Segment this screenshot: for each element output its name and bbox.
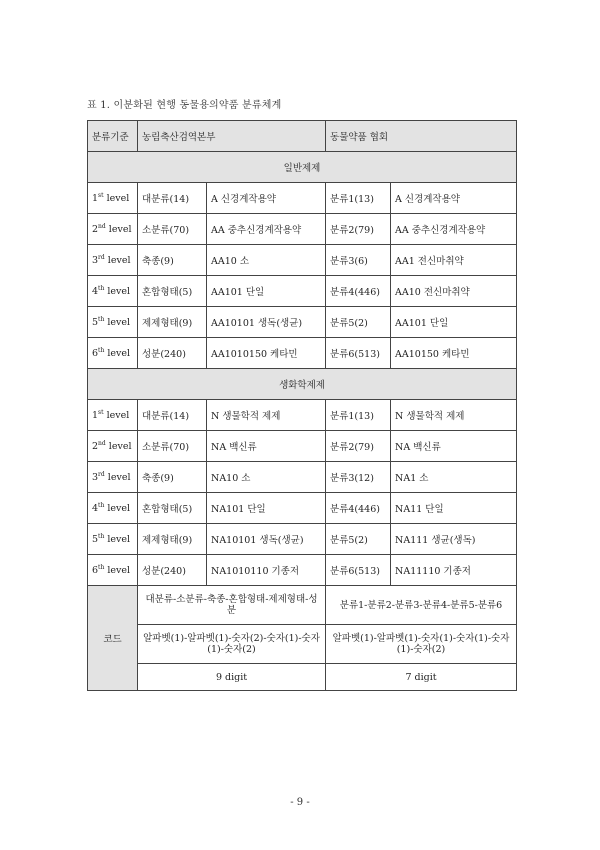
- org-a-example: A 신경계작용약: [207, 183, 326, 214]
- org-a-example: N 생물학적 제제: [207, 400, 326, 431]
- level-ordinal-suffix: st: [98, 191, 104, 199]
- org-a-category: 성분(240): [138, 555, 207, 586]
- header-criteria: 분류기준: [88, 121, 138, 152]
- level-number: 1: [92, 410, 99, 422]
- org-a-category: 제제형태(9): [138, 524, 207, 555]
- level-word: level: [107, 286, 131, 298]
- level-ordinal-suffix: th: [98, 532, 105, 540]
- org-a-category: 혼합형태(5): [138, 276, 207, 307]
- level-ordinal-suffix: th: [98, 346, 105, 354]
- level-ordinal-suffix: nd: [98, 439, 106, 447]
- org-b-category: 분류4(446): [326, 276, 391, 307]
- level-cell: [88, 307, 138, 338]
- org-b-code-format: 알파벳(1)-알파벳(1)-숫자(1)-숫자(1)-숫자(1)-숫자(2): [326, 625, 517, 664]
- level-cell: [88, 524, 138, 555]
- table-row: [88, 431, 517, 462]
- level-word: level: [107, 472, 131, 484]
- org-a-code-digits: 9 digit: [138, 664, 326, 691]
- level-word: level: [107, 317, 131, 329]
- org-a-example: AA 중추신경계작용약: [207, 214, 326, 245]
- level-ordinal-suffix: th: [98, 315, 105, 323]
- code-structure-row: [88, 586, 517, 625]
- org-a-example: NA1010110 기종저: [207, 555, 326, 586]
- level-number: 3: [92, 472, 99, 484]
- org-b-category: 분류4(446): [326, 493, 391, 524]
- org-a-category: 소분류(70): [138, 214, 207, 245]
- code-format-row: [88, 625, 517, 664]
- org-b-category: 분류2(79): [326, 214, 391, 245]
- org-a-example: AA1010150 케타민: [207, 338, 326, 369]
- org-b-code-digits: 7 digit: [326, 664, 517, 691]
- header-org-a: 농림축산검역본부: [138, 121, 326, 152]
- level-cell: [88, 214, 138, 245]
- org-a-example: NA101 단일: [207, 493, 326, 524]
- level-word: level: [106, 410, 130, 422]
- org-b-example: NA 백신류: [391, 431, 517, 462]
- org-a-category: 축종(9): [138, 462, 207, 493]
- table-row: [88, 524, 517, 555]
- org-b-example: NA1 소: [391, 462, 517, 493]
- level-cell: [88, 462, 138, 493]
- org-a-category: 대분류(14): [138, 183, 207, 214]
- level-word: level: [107, 348, 131, 360]
- org-b-category: 분류6(513): [326, 338, 391, 369]
- code-label: 코드: [88, 586, 138, 691]
- level-word: level: [108, 441, 132, 453]
- table-row: [88, 307, 517, 338]
- org-a-example: NA10 소: [207, 462, 326, 493]
- org-b-example: AA 중추신경계작용약: [391, 214, 517, 245]
- table-row: [88, 276, 517, 307]
- org-b-category: 분류1(13): [326, 400, 391, 431]
- org-a-example: NA10101 생독(생균): [207, 524, 326, 555]
- page-number: - 9 -: [290, 797, 310, 808]
- level-word: level: [108, 224, 132, 236]
- org-a-category: 축종(9): [138, 245, 207, 276]
- section-header-row: [88, 369, 517, 400]
- code-digits-row: [88, 664, 517, 691]
- level-ordinal-suffix: th: [98, 284, 105, 292]
- org-a-example: AA10 소: [207, 245, 326, 276]
- org-b-code-structure: 분류1-분류2-분류3-분류4-분류5-분류6: [326, 586, 517, 625]
- level-ordinal-suffix: th: [98, 563, 105, 571]
- level-word: level: [107, 565, 131, 577]
- level-number: 4: [92, 286, 99, 298]
- org-a-category: 대분류(14): [138, 400, 207, 431]
- level-number: 1: [92, 193, 99, 205]
- org-a-category: 소분류(70): [138, 431, 207, 462]
- org-a-category: 성분(240): [138, 338, 207, 369]
- org-b-example: A 신경계작용약: [391, 183, 517, 214]
- org-b-category: 분류2(79): [326, 431, 391, 462]
- org-b-example: NA11110 기종저: [391, 555, 517, 586]
- table-header-row: [88, 121, 517, 152]
- level-cell: [88, 400, 138, 431]
- level-ordinal-suffix: rd: [98, 253, 105, 261]
- level-word: level: [106, 193, 130, 205]
- level-ordinal-suffix: th: [98, 501, 105, 509]
- level-number: 2: [92, 441, 99, 453]
- level-cell: [88, 276, 138, 307]
- table-row: [88, 214, 517, 245]
- level-cell: [88, 245, 138, 276]
- level-cell: [88, 338, 138, 369]
- org-b-category: 분류3(12): [326, 462, 391, 493]
- level-cell: [88, 493, 138, 524]
- table-row: [88, 183, 517, 214]
- org-a-code-format: 알파벳(1)-알파벳(1)-숫자(2)-숫자(1)-숫자(1)-숫자(2): [138, 625, 326, 664]
- org-a-example: AA101 단일: [207, 276, 326, 307]
- level-cell: [88, 431, 138, 462]
- org-b-category: 분류5(2): [326, 524, 391, 555]
- level-number: 3: [92, 255, 99, 267]
- org-b-example: AA10150 케타민: [391, 338, 517, 369]
- org-a-example: NA 백신류: [207, 431, 326, 462]
- level-ordinal-suffix: rd: [98, 470, 105, 478]
- section-title: 일반제제: [88, 152, 517, 183]
- table-row: [88, 245, 517, 276]
- level-cell: [88, 183, 138, 214]
- org-b-category: 분류6(513): [326, 555, 391, 586]
- org-b-category: 분류5(2): [326, 307, 391, 338]
- org-a-category: 혼합형태(5): [138, 493, 207, 524]
- level-word: level: [107, 255, 131, 267]
- level-ordinal-suffix: nd: [98, 222, 106, 230]
- section-title: 생화학제제: [88, 369, 517, 400]
- table-row: [88, 338, 517, 369]
- org-a-code-structure: 대분류-소분류-축종-혼합형태-제제형태-성분: [138, 586, 326, 625]
- table-caption: 표 1. 이분화된 현행 동물용의약품 분류체계: [87, 100, 282, 111]
- header-org-b: 동물약품 협회: [326, 121, 517, 152]
- org-a-example: AA10101 생독(생균): [207, 307, 326, 338]
- table-row: [88, 462, 517, 493]
- level-number: 5: [92, 317, 99, 329]
- org-b-category: 분류3(6): [326, 245, 391, 276]
- level-number: 6: [92, 565, 99, 577]
- table-row: [88, 400, 517, 431]
- org-b-example: N 생물학적 제제: [391, 400, 517, 431]
- table-row: [88, 493, 517, 524]
- org-b-category: 분류1(13): [326, 183, 391, 214]
- level-word: level: [107, 534, 131, 546]
- org-b-example: NA11 단일: [391, 493, 517, 524]
- classification-table: [87, 120, 517, 691]
- org-b-example: AA1 전신마취약: [391, 245, 517, 276]
- org-b-example: AA101 단일: [391, 307, 517, 338]
- section-header-row: [88, 152, 517, 183]
- org-b-example: NA111 생균(생독): [391, 524, 517, 555]
- level-number: 2: [92, 224, 99, 236]
- level-word: level: [107, 503, 131, 515]
- level-number: 5: [92, 534, 99, 546]
- org-b-example: AA10 전신마취약: [391, 276, 517, 307]
- org-a-category: 제제형태(9): [138, 307, 207, 338]
- level-ordinal-suffix: st: [98, 408, 104, 416]
- level-number: 4: [92, 503, 99, 515]
- level-number: 6: [92, 348, 99, 360]
- table-row: [88, 555, 517, 586]
- level-cell: [88, 555, 138, 586]
